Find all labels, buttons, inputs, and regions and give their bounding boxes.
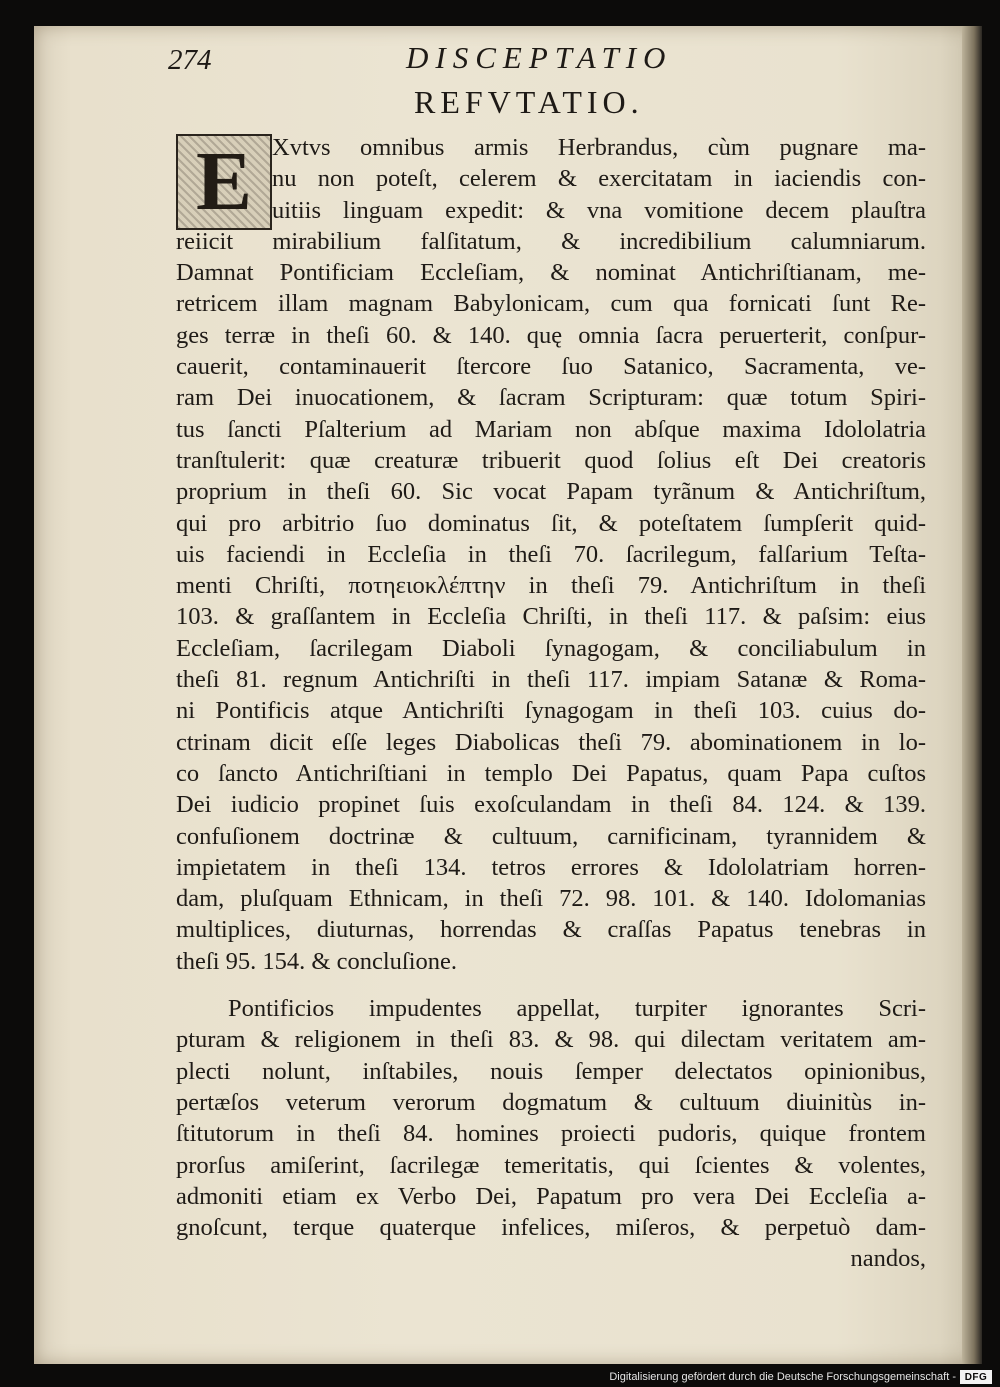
- text-line: dam, pluſquam Ethnicam, in theſi 72. 98. 101. & 140. Idolomanias: [176, 885, 926, 913]
- text-line: theſi 81. regnum Antichriſti in theſi 117. impiam Satanæ & Roma-: [176, 666, 926, 694]
- text-line: uitiis linguam expedit: & vna vomitione decem plauſtra: [272, 196, 926, 224]
- running-head: DISCEPTATIO: [406, 40, 673, 75]
- page-header: [34, 40, 978, 80]
- funding-credit: Digitalisierung gefördert durch die Deutsche Forschungsgemeinschaft -: [609, 1371, 956, 1383]
- text-line: confuſionem doctrinæ & cultuum, carnificinam, tyrannidem &: [176, 822, 926, 850]
- drop-cap-letter: E: [195, 135, 253, 228]
- text-line: theſi 95. 154. & concluſione.: [176, 947, 458, 975]
- catchword: nandos,: [850, 1245, 926, 1273]
- text-line: menti Chriſti, ποτηειοκλέπτην in theſi 79. Antichriſtum in theſi: [176, 572, 926, 600]
- text-line: co ſancto Antichriſtiani in templo Dei Papatus, quam Papa cuſtos: [176, 759, 926, 787]
- book-spine: [962, 26, 982, 1364]
- text-line: multiplices, diuturnas, horrendas & craſſas Papatus tenebras in: [176, 916, 926, 944]
- text-line: Dei iudicio propinet ſuis exoſculandam in theſi 84. 124. & 139.: [176, 791, 926, 819]
- text-line: impietatem in theſi 134. tetros errores & Idololatriam horren-: [176, 853, 926, 881]
- text-line: ſtitutorum in theſi 84. homines proiecti pudoris, quique frontem: [176, 1120, 926, 1148]
- text-line: ges terræ in theſi 60. & 140. quę omnia ſacra peruerterit, conſpur-: [176, 321, 926, 349]
- text-line: ctrinam dicit eſſe leges Diabolicas theſi 79. abominationem in lo-: [176, 728, 926, 756]
- text-line: admoniti etiam ex Verbo Dei, Papatum pro vera Dei Eccleſia a-: [176, 1182, 926, 1210]
- text-line: cauerit, contaminauerit ſtercore ſuo Satanico, Sacramenta, ve-: [176, 353, 926, 381]
- text-line: tranſtulerit: quæ creaturæ tribuerit quod ſolius eſt Dei creatoris: [176, 446, 926, 474]
- paragraph-2: [176, 993, 926, 1275]
- dfg-logo: DFG: [960, 1370, 992, 1384]
- text-line: pturam & religionem in theſi 83. & 98. qui dilectam veritatem am-: [176, 1026, 926, 1054]
- text-line: plecti nolunt, inſtabiles, nouis ſemper delectatos opinionibus,: [176, 1057, 926, 1085]
- text-line: proprium in theſi 60. Sic vocat Papam tyrãnum & Antichriſtum,: [176, 478, 926, 506]
- text-line: ni Pontificis atque Antichriſti ſynagogam in theſi 103. cuius do-: [176, 697, 926, 725]
- text-line: uis faciendi in Eccleſia in theſi 70. ſacrilegum, falſarium Teſta-: [176, 540, 926, 568]
- text-line: nu non poteſt, celerem & exercitatam in iaciendis con-: [272, 165, 926, 193]
- text-line: 103. & graſſantem in Eccleſia Chriſti, in theſi 117. & paſsim: eius: [176, 603, 926, 631]
- text-line: retricem illam magnam Babylonicam, cum qua fornicati ſunt Re-: [176, 290, 926, 318]
- text-line: prorſus amiſerint, ſacrilegæ temeritatis, qui ſcientes & volentes,: [176, 1151, 926, 1179]
- text-line: Damnat Pontificiam Eccleſiam, & nominat Antichriſtianam, me-: [176, 259, 926, 287]
- paragraph-1: [176, 132, 926, 977]
- text-line: tus ſancti Pſalterium ad Mariam non abſque maxima Idololatria: [176, 415, 926, 443]
- text-line: pertæſos veterum verorum dogmatum & cultuum diuinitùs in-: [176, 1088, 926, 1116]
- text-line: qui pro arbitrio ſuo dominatus ſit, & poteſtatem ſumpſerit quid-: [176, 509, 926, 537]
- text-line: Eccleſiam, ſacrilegam Diaboli ſynagogam, & conciliabulum in: [176, 634, 926, 662]
- text-line: Xvtvs omnibus armis Herbrandus, cùm pugnare ma-: [272, 134, 926, 161]
- paragraph-gap: [176, 977, 926, 993]
- text-line: gnoſcunt, terque quaterque infelices, miſeros, & perpetuò dam-: [176, 1214, 926, 1242]
- page-number: 274: [168, 44, 212, 76]
- text-line: ram Dei inuocationem, & ſacram Scripturam: quæ totum Spiri-: [176, 384, 926, 412]
- section-title: REFVTATIO.: [414, 84, 644, 120]
- body-text: [176, 132, 926, 1275]
- text-line: reiicit mirabilium falſitatum, & incredibilium calumniarum.: [176, 227, 926, 255]
- text-line: Pontificios impudentes appellat, turpiter ignorantes Scri-: [228, 995, 926, 1023]
